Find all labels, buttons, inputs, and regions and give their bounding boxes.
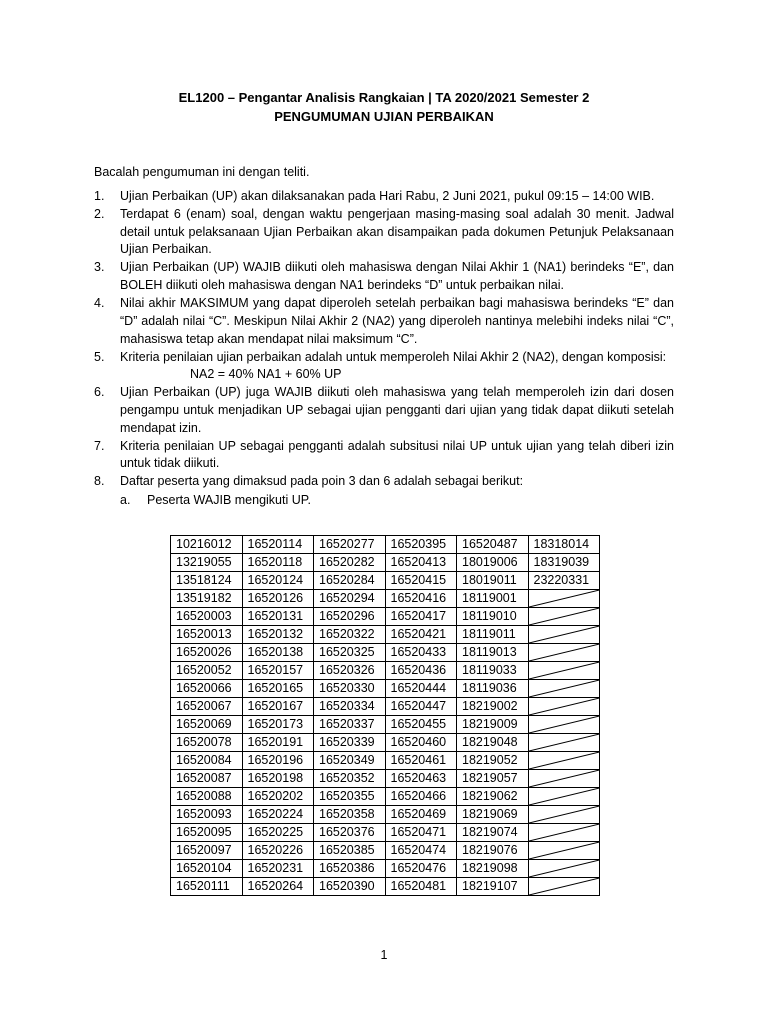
table-row [171,626,600,644]
empty-cell [528,662,600,680]
student-id-cell: 18219002 [457,698,529,716]
student-id-cell: 16520157 [242,662,314,680]
student-id-cell: 18318014 [528,536,600,554]
student-id-cell: 18119033 [457,662,529,680]
student-id-cell: 23220331 [528,572,600,590]
student-id-cell: 16520284 [314,572,386,590]
list-item-number: 3. [94,260,105,275]
student-id-cell: 16520196 [242,752,314,770]
student-id-cell: 18319039 [528,554,600,572]
student-id-cell: 16520325 [314,644,386,662]
list-item-text: Ujian Perbaikan (UP) akan dilaksanakan pada Hari Rabu, 2 Juni 2021, pukul 09:15 – 14:00 WIB. [120,189,655,203]
list-item-text: Ujian Perbaikan (UP) juga WAJIB diikuti oleh mahasiswa yang telah memperoleh izin dari dosen pengampu untuk menjadikan UP sebagai ujian pengganti dari ujian yang tidak dapat diikuti setelah mendapat izin. [120,385,674,435]
student-id-cell: 16520097 [171,842,243,860]
student-id-cell: 16520231 [242,860,314,878]
diagonal-strike [529,770,600,787]
list-item-text: Kriteria penilaian UP sebagai pengganti adalah subsitusi nilai UP untuk ujian yang telah diberi izin untuk tidak diikuti. [120,438,674,471]
list-item [94,206,674,259]
student-id-cell: 16520013 [171,626,243,644]
student-id-cell: 16520052 [171,662,243,680]
student-id-cell: 16520355 [314,788,386,806]
student-id-cell: 16520436 [385,662,457,680]
table-row [171,752,600,770]
table-row [171,878,600,896]
student-id-cell: 16520395 [385,536,457,554]
table-row [171,644,600,662]
student-id-cell: 16520114 [242,536,314,554]
student-id-cell: 18119011 [457,626,529,644]
student-id-cell: 18219062 [457,788,529,806]
student-id-cell: 16520471 [385,824,457,842]
table-row [171,554,600,572]
student-id-cell: 16520385 [314,842,386,860]
student-id-cell: 16520421 [385,626,457,644]
student-id-cell: 16520084 [171,752,243,770]
table-row [171,662,600,680]
student-id-cell: 16520277 [314,536,386,554]
diagonal-strike [529,662,600,679]
student-id-cell: 16520469 [385,806,457,824]
student-id-cell: 16520466 [385,788,457,806]
table-row [171,590,600,608]
student-id-cell: 18219098 [457,860,529,878]
na2-formula: NA2 = 40% NA1 + 60% UP [190,367,342,382]
student-id-cell: 16520138 [242,644,314,662]
student-id-cell: 10216012 [171,536,243,554]
student-id-cell: 16520326 [314,662,386,680]
student-id-cell: 16520282 [314,554,386,572]
diagonal-strike [529,644,600,661]
student-id-cell: 16520264 [242,878,314,896]
sub-item [120,492,674,510]
student-id-cell: 16520003 [171,608,243,626]
student-id-cell: 16520330 [314,680,386,698]
list-item-text: Terdapat 6 (enam) soal, dengan waktu pengerjaan masing-masing soal adalah 30 menit. Jadwal detail untuk pelaksanaan Ujian Perbaikan akan disampaikan pada dokumen Petunjuk Pelaksanaan Ujian Perbaikan. [120,207,674,257]
announcement-title: PENGUMUMAN UJIAN PERBAIKAN [274,109,494,124]
table-row [171,860,600,878]
student-id-cell: 16520413 [385,554,457,572]
student-id-cell: 18119013 [457,644,529,662]
list-item-text: Kriteria penilaian ujian perbaikan adalah untuk memperoleh Nilai Akhir 2 (NA2), dengan komposisi: [120,349,667,364]
empty-cell [528,608,600,626]
student-id-cell: 16520390 [314,878,386,896]
student-id-cell: 16520167 [242,698,314,716]
student-id-cell: 16520104 [171,860,243,878]
student-id-cell: 16520444 [385,680,457,698]
diagonal-strike [529,716,600,733]
student-id-cell: 16520165 [242,680,314,698]
student-id-cell: 16520358 [314,806,386,824]
student-id-cell: 16520463 [385,770,457,788]
sub-item-text: Peserta WAJIB mengikuti UP. [147,493,311,508]
student-id-cell: 16520173 [242,716,314,734]
list-item-text: Ujian Perbaikan (UP) WAJIB diikuti oleh mahasiswa dengan Nilai Akhir 1 (NA1) berindeks “E”, dan BOLEH diikuti oleh mahasiswa dengan NA1 berindeks “D” untuk perbaikan nilai. [120,260,674,293]
student-id-cell: 18219009 [457,716,529,734]
student-id-cell: 13219055 [171,554,243,572]
student-id-cell: 18219048 [457,734,529,752]
list-item [94,473,674,491]
table-row [171,716,600,734]
student-id-cell: 18219057 [457,770,529,788]
student-id-cell: 16520093 [171,806,243,824]
table-row [171,770,600,788]
table-row [171,788,600,806]
student-id-cell: 16520126 [242,590,314,608]
diagonal-strike [529,626,600,643]
student-id-cell: 16520296 [314,608,386,626]
student-id-cell: 18219074 [457,824,529,842]
list-item-number: 8. [94,474,105,489]
student-id-cell: 16520461 [385,752,457,770]
student-id-cell: 16520386 [314,860,386,878]
student-id-cell: 16520476 [385,860,457,878]
empty-cell [528,824,600,842]
student-id-cell: 18119001 [457,590,529,608]
diagonal-strike [529,752,600,769]
student-id-cell: 18119010 [457,608,529,626]
student-id-cell: 16520481 [385,878,457,896]
student-id-cell: 16520376 [314,824,386,842]
student-id-cell: 18019006 [457,554,529,572]
empty-cell [528,860,600,878]
empty-cell [528,842,600,860]
student-id-cell: 16520460 [385,734,457,752]
student-id-cell: 16520474 [385,842,457,860]
diagonal-strike [529,824,600,841]
student-id-cell: 16520078 [171,734,243,752]
diagonal-strike [529,608,600,625]
document-header [0,88,768,126]
announcement-list [94,188,674,510]
table-row [171,824,600,842]
empty-cell [528,788,600,806]
course-title: EL1200 – Pengantar Analisis Rangkaian | TA 2020/2021 Semester 2 [178,90,590,105]
table-row [171,536,600,554]
student-id-cell: 16520415 [385,572,457,590]
empty-cell [528,680,600,698]
empty-cell [528,806,600,824]
list-item-number: 1. [94,189,105,203]
empty-cell [528,734,600,752]
student-id-cell: 18219052 [457,752,529,770]
diagonal-strike [529,878,600,895]
student-id-cell: 13518124 [171,572,243,590]
list-item-number: 5. [94,349,105,364]
participant-table [170,535,600,896]
empty-cell [528,590,600,608]
student-id-cell: 16520088 [171,788,243,806]
table-row [171,572,600,590]
list-item-number: 7. [94,438,105,453]
student-id-cell: 16520198 [242,770,314,788]
student-id-cell: 18219107 [457,878,529,896]
list-item-number: 4. [94,296,105,311]
student-id-cell: 16520202 [242,788,314,806]
student-id-cell: 16520337 [314,716,386,734]
student-id-cell: 18119036 [457,680,529,698]
student-id-cell: 16520334 [314,698,386,716]
student-id-cell: 16520118 [242,554,314,572]
diagonal-strike [529,680,600,697]
student-id-cell: 16520349 [314,752,386,770]
diagonal-strike [529,698,600,715]
diagonal-strike [529,788,600,805]
diagonal-strike [529,734,600,751]
list-item [94,259,674,294]
empty-cell [528,770,600,788]
table-row [171,698,600,716]
student-id-cell: 16520066 [171,680,243,698]
table-row [171,608,600,626]
diagonal-strike [529,806,600,823]
student-id-cell: 16520026 [171,644,243,662]
diagonal-strike [529,590,600,607]
list-item-text: Daftar peserta yang dimaksud pada poin 3 dan 6 adalah sebagai berikut: [120,474,524,489]
list-item [94,188,674,206]
student-id-cell: 16520447 [385,698,457,716]
list-item-number: 2. [94,207,105,221]
table-row [171,680,600,698]
diagonal-strike [529,860,600,877]
list-item [94,384,674,437]
empty-cell [528,644,600,662]
student-id-cell: 13519182 [171,590,243,608]
student-id-cell: 16520294 [314,590,386,608]
student-id-cell: 16520131 [242,608,314,626]
student-id-cell: 16520226 [242,842,314,860]
student-id-cell: 18219076 [457,842,529,860]
student-id-cell: 16520487 [457,536,529,554]
student-id-cell: 16520069 [171,716,243,734]
diagonal-strike [529,842,600,859]
empty-cell [528,626,600,644]
student-id-cell: 16520322 [314,626,386,644]
list-item [94,349,674,384]
sub-item-letter: a. [120,493,131,508]
student-id-cell: 16520433 [385,644,457,662]
empty-cell [528,698,600,716]
student-id-cell: 16520124 [242,572,314,590]
student-id-cell: 16520132 [242,626,314,644]
empty-cell [528,878,600,896]
student-id-cell: 16520225 [242,824,314,842]
table-row [171,842,600,860]
list-item-text: Nilai akhir MAKSIMUM yang dapat diperoleh setelah perbaikan bagi mahasiswa berindeks “E” dan “D” adalah nilai “C”. Meskipun Nilai Akhir 2 (NA2) yang diperoleh nantinya melebihi indeks nilai “C”, mahasiswa tetap akan mendapat nilai maksimum “C”. [120,296,674,346]
student-id-cell: 16520111 [171,878,243,896]
student-id-cell: 18019011 [457,572,529,590]
student-id-cell: 16520087 [171,770,243,788]
table-row [171,806,600,824]
intro-text: Bacalah pengumuman ini dengan teliti. [94,165,310,179]
list-item [94,438,674,473]
page-number: 1 [380,948,388,962]
empty-cell [528,752,600,770]
student-id-cell: 16520339 [314,734,386,752]
empty-cell [528,716,600,734]
list-item-number: 6. [94,385,105,400]
list-item [94,295,674,348]
student-id-cell: 16520417 [385,608,457,626]
student-id-cell: 16520455 [385,716,457,734]
student-id-cell: 16520224 [242,806,314,824]
student-id-cell: 16520191 [242,734,314,752]
student-id-cell: 18219069 [457,806,529,824]
student-id-cell: 16520095 [171,824,243,842]
student-id-cell: 16520352 [314,770,386,788]
student-id-cell: 16520416 [385,590,457,608]
table-row [171,734,600,752]
student-id-cell: 16520067 [171,698,243,716]
